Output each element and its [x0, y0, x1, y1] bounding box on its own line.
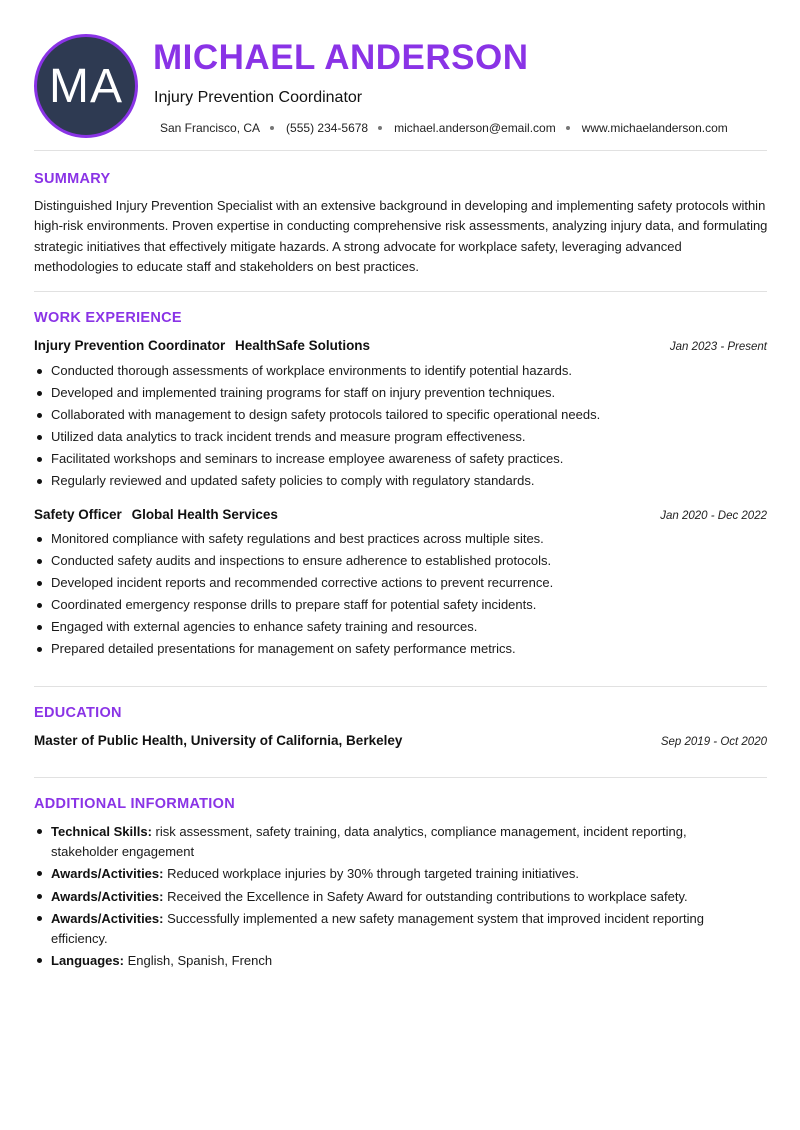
education-dates: Sep 2019 - Oct 2020: [660, 736, 767, 748]
degree-title: Master of Public Health, University of California, Berkeley: [34, 733, 403, 748]
avatar: MA: [34, 34, 138, 138]
list-item: [34, 864, 734, 884]
job-dates: Jan 2023 - Present: [669, 341, 767, 353]
work-experience-heading: WORK EXPERIENCE: [34, 310, 182, 326]
section-divider: [34, 150, 767, 151]
website-link[interactable]: www.michaelanderson.com: [581, 121, 728, 135]
job-role: Injury Prevention Coordinator: [154, 89, 363, 106]
additional-info-heading: ADDITIONAL INFORMATION: [34, 796, 235, 812]
list-item: [34, 887, 734, 907]
list-item: Conducted safety audits and inspections to ensure adherence to established protocols.: [34, 550, 769, 572]
location-text: San Francisco, CA: [160, 121, 261, 135]
item-label: Technical Skills:: [51, 824, 152, 839]
job-title: [34, 507, 278, 522]
list-item: Engaged with external agencies to enhance safety training and resources.: [34, 616, 769, 638]
list-item: Coordinated emergency response drills to prepare staff for potential safety incidents.: [34, 594, 769, 616]
list-item: Collaborated with management to design safety protocols tailored to specific operational needs.: [34, 404, 769, 426]
resume-header: [0, 0, 800, 150]
summary-heading: SUMMARY: [34, 171, 111, 187]
job-header: [34, 338, 767, 353]
job-company: Global Health Services: [131, 507, 278, 522]
section-divider: [34, 686, 767, 687]
education-heading: EDUCATION: [34, 705, 122, 721]
item-label: Awards/Activities:: [51, 888, 164, 904]
list-item: [34, 951, 734, 971]
list-item: [34, 909, 734, 948]
education-entry: [34, 733, 767, 748]
job-bullets: [34, 528, 769, 661]
item-text: English, Spanish, French: [123, 953, 273, 968]
section-divider: [34, 291, 767, 292]
list-item: [34, 822, 734, 861]
separator-dot: [270, 126, 274, 130]
email-link[interactable]: michael.anderson@email.com: [394, 121, 556, 135]
job-position: Safety Officer: [34, 507, 122, 522]
item-label: Awards/Activities:: [51, 911, 164, 926]
job-company: HealthSafe Solutions: [235, 338, 371, 353]
separator-dot: [566, 126, 570, 130]
job-bullets: [34, 360, 769, 493]
job-position: Injury Prevention Coordinator: [34, 338, 226, 353]
job-dates: Jan 2020 - Dec 2022: [660, 510, 767, 522]
section-divider: [34, 777, 767, 778]
list-item: Facilitated workshops and seminars to increase employee awareness of safety practices.: [34, 448, 769, 470]
list-item: Developed and implemented training programs for staff on injury prevention techniques.: [34, 382, 769, 404]
separator-dot: [378, 126, 382, 130]
list-item: Developed incident reports and recommended corrective actions to prevent recurrence.: [34, 572, 769, 594]
item-text: risk assessment, safety training, data analytics, compliance management, incident reporting, stakeholder engagement: [51, 824, 687, 859]
list-item: Monitored compliance with safety regulations and best practices across multiple sites.: [34, 528, 769, 550]
item-text: Received the Excellence in Safety Award for outstanding contributions to workplace safety.: [163, 888, 688, 904]
candidate-name: MICHAEL ANDERSON: [153, 38, 529, 77]
list-item: Conducted thorough assessments of workplace environments to identify potential hazards.: [34, 360, 769, 382]
job-title: [34, 338, 370, 353]
item-text: Reduced workplace injuries by 30% through targeted training initiatives.: [163, 866, 579, 881]
list-item: Regularly reviewed and updated safety policies to comply with regulatory standards.: [34, 470, 769, 492]
list-item: Utilized data analytics to track incident trends and measure program effectiveness.: [34, 426, 769, 448]
item-text: Successfully implemented a new safety management system that improved incident reporting efficiency.: [51, 911, 704, 946]
item-label: Languages:: [51, 953, 124, 968]
list-item: Prepared detailed presentations for management on safety performance metrics.: [34, 638, 769, 660]
job-header: [34, 507, 767, 522]
item-label: Awards/Activities:: [51, 866, 164, 881]
phone-text: (555) 234-5678: [286, 121, 369, 135]
contact-bar: [160, 121, 728, 135]
summary-text: Distinguished Injury Prevention Specialist with an extensive background in developing and implementing safety protocols within high-risk environments. Proven expertise in conducting comprehensive risk assessments, analyzing injury data, and formulating strategic initiatives that effectively mitigate hazards. A strong advocate for workplace safety, leveraging advanced methodologies to educate staff and stakeholders on best practices.: [34, 198, 768, 275]
additional-info-list: [34, 822, 734, 974]
